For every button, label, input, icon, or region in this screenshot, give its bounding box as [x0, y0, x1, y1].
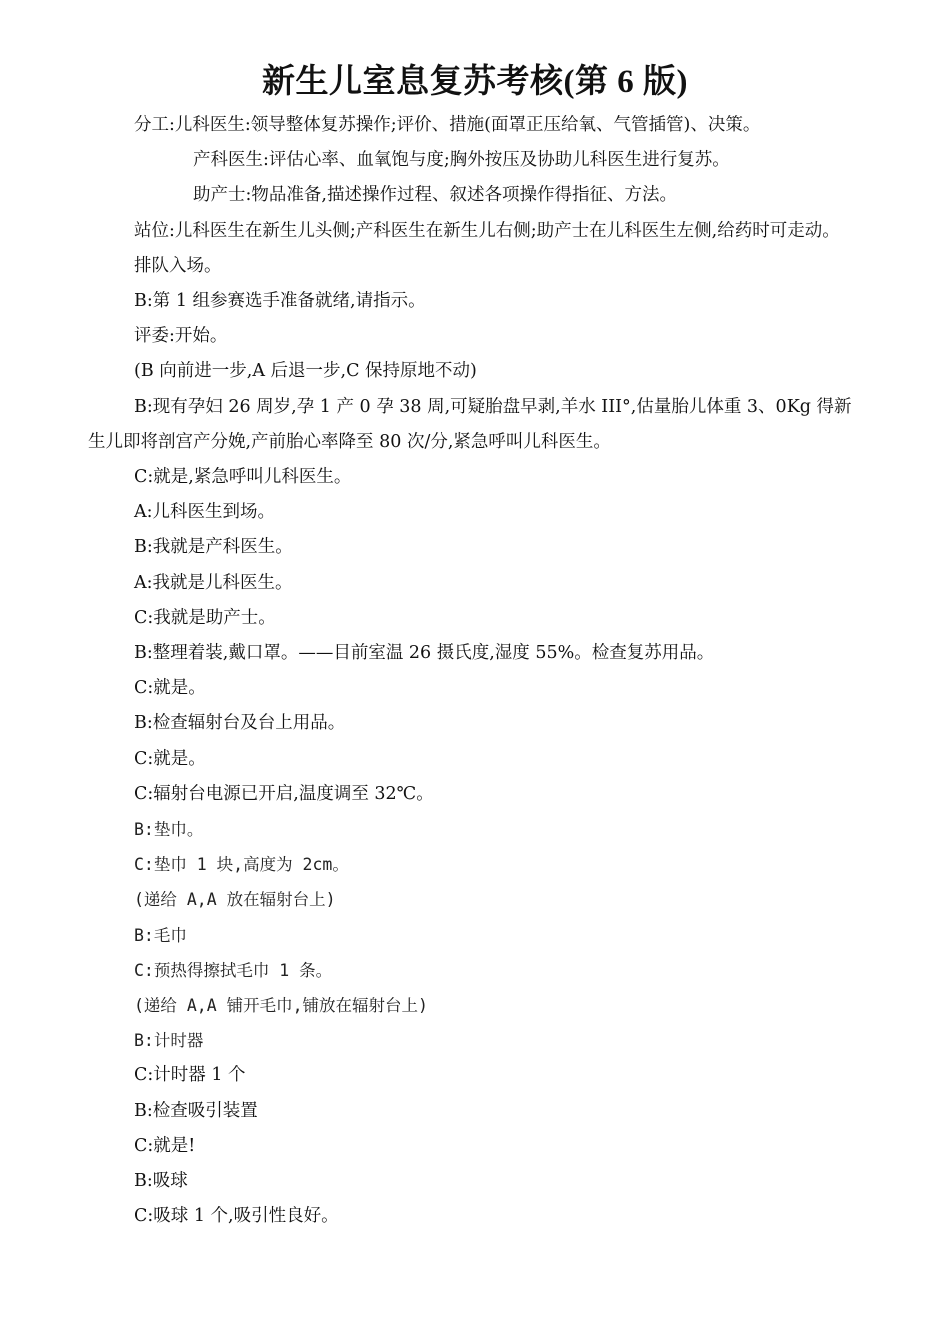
document-body — [88, 108, 864, 1235]
paragraph: C:我就是助产士。 — [134, 607, 276, 628]
document-title: 新生儿室息复苏考核(第 6 版) — [262, 64, 688, 100]
paragraph: A:儿科医生到场。 — [134, 502, 276, 523]
paragraph: C:就是。 — [134, 678, 206, 699]
paragraph: B:计时器 — [134, 1031, 204, 1051]
paragraph: 助产士:物品准备,描述操作过程、叙述各项操作得指征、方法。 — [193, 185, 677, 206]
paragraph: B:吸球 — [134, 1171, 188, 1192]
paragraph: B:检查辐射台及台上用品。 — [134, 713, 346, 734]
paragraph: B:第 1 组参赛选手准备就绪,请指示。 — [134, 291, 426, 312]
paragraph: B:检查吸引装置 — [134, 1100, 258, 1121]
paragraph: C:就是,紧急呼叫儿科医生。 — [134, 467, 352, 488]
paragraph: 排队入场。 — [134, 255, 222, 276]
paragraph: B:整理着装,戴口罩。——目前室温 26 摄氏度,湿度 55%。检查复苏用品。 — [134, 643, 715, 664]
paragraph: 评委:开始。 — [134, 326, 228, 347]
paragraph: B:垫巾。 — [134, 820, 204, 840]
paragraph: C:预热得擦拭毛巾 1 条。 — [134, 960, 333, 980]
paragraph: B:我就是产科医生。 — [134, 537, 293, 558]
paragraph: C:就是! — [134, 1135, 196, 1156]
paragraph: 分工:儿科医生:领导整体复苏操作;评价、措施(面罩正压给氧、气管插管)、决策。 — [134, 115, 761, 135]
paragraph: C:计时器 1 个 — [134, 1065, 246, 1086]
paragraph: 站位:儿科医生在新生儿头侧;产科医生在新生儿右侧;助产士在儿科医生左侧,给药时可走动。 — [134, 220, 840, 241]
paragraph: A:我就是儿科医生。 — [134, 572, 293, 593]
paragraph: (递给 A,A 放在辐射台上) — [134, 890, 336, 910]
paragraph: C:吸球 1 个,吸引性良好。 — [134, 1206, 339, 1227]
paragraph: (递给 A,A 铺开毛巾,铺放在辐射台上) — [134, 996, 428, 1016]
paragraph: B:现有孕妇 26 周岁,孕 1 产 0 孕 38 周,可疑胎盘早剥,羊水 III°,估量胎儿体重 3、0Kg 得新生儿即将剖宫产分娩,产前胎心率降至 80 次/分,紧急呼叫儿科医生。 — [88, 396, 852, 452]
paragraph: 产科医生:评估心率、血氧饱与度;胸外按压及协助儿科医生进行复苏。 — [193, 150, 730, 171]
paragraph: C:辐射台电源已开启,温度调至 32℃。 — [134, 783, 434, 804]
paragraph: (B 向前进一步,A 后退一步,C 保持原地不动) — [134, 361, 477, 382]
paragraph: C:垫巾 1 块,高度为 2cm。 — [134, 855, 349, 875]
paragraph: C:就是。 — [134, 748, 206, 769]
paragraph: B:毛巾 — [134, 925, 187, 945]
